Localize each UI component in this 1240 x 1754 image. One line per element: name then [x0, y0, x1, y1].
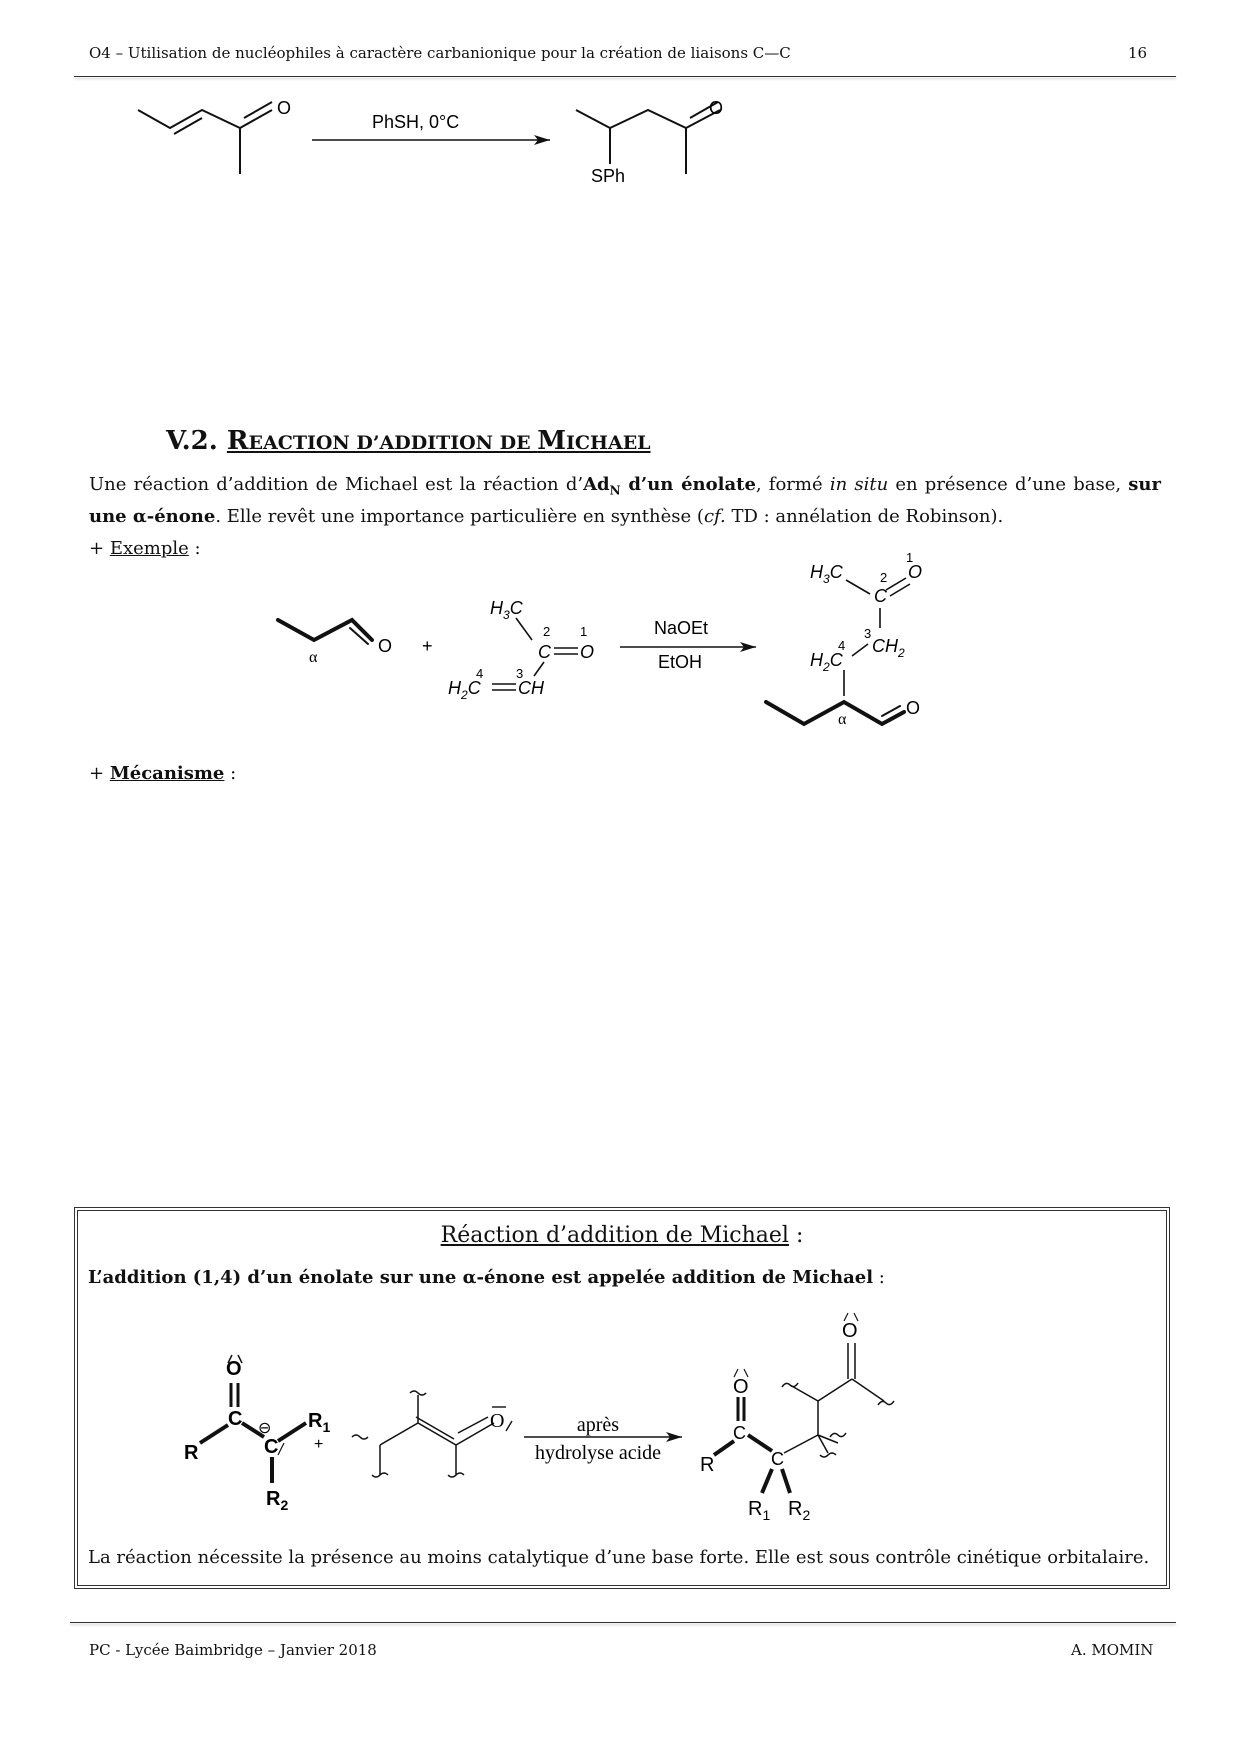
box-title: Réaction d’addition de Michael : — [440, 1223, 804, 1248]
enolate-carbonyl-c: C — [228, 1408, 243, 1430]
num-3: 3 — [516, 666, 524, 681]
mvk-oxygen: O — [580, 642, 595, 662]
mechanism-label: + Mécanisme : — [89, 763, 237, 784]
prod-C2: C — [771, 1449, 784, 1469]
enolate-alpha-c: C — [264, 1436, 279, 1458]
reactant-oxygen-label: O — [277, 98, 292, 118]
box-note: La réaction nécessite la présence au moins catalytique d’une base forte. Elle est sous contrôle cinétique orbitalaire. — [88, 1547, 1150, 1568]
general-michael-scheme — [78, 1303, 1158, 1543]
enolate-charge: ⊖ — [258, 1420, 272, 1437]
footer-right: A. MOMIN — [1071, 1641, 1154, 1659]
enolate-oxygen: O — [226, 1358, 242, 1380]
reagent-bottom: EtOH — [658, 652, 703, 672]
product-bold-chain — [766, 702, 904, 724]
prod-R1: $R_1$ — [748, 1498, 771, 1523]
reagent-label: PhSH, 0°C — [372, 112, 460, 132]
reactant-enone-skeleton — [138, 102, 272, 174]
prod-num-3: 3 — [864, 626, 872, 641]
enone-oxygen: O — [490, 1410, 505, 1432]
example-label: + Exemple : — [89, 538, 201, 559]
mvk-ch: CH — [518, 678, 544, 698]
arrow-top: après — [576, 1414, 620, 1436]
page-number: 16 — [1128, 44, 1148, 62]
num-1: 1 — [580, 624, 588, 639]
num-4: 4 — [476, 666, 484, 681]
prod-C1: C — [733, 1423, 746, 1443]
product-skeleton — [576, 102, 720, 174]
prod-alpha: α — [838, 711, 847, 728]
enolate-R2: $R_2$ — [266, 1488, 289, 1513]
prod-O1: O — [733, 1376, 749, 1398]
prod-num-4: 4 — [838, 638, 846, 653]
enolate-R: R — [184, 1442, 199, 1464]
mvk-h2c: $H_2C$ — [448, 678, 481, 702]
header-rule — [74, 76, 1176, 77]
box-plus: + — [314, 1436, 324, 1453]
mvk-carbon: C — [538, 642, 551, 662]
enone-skeleton — [352, 1391, 494, 1477]
prod-oxygen: O — [908, 562, 923, 582]
prod-O2: O — [842, 1320, 858, 1342]
prod-num-1: 1 — [906, 550, 914, 565]
enolate-R1: $R_1$ — [308, 1410, 331, 1435]
prod-aldehyde-oxygen: O — [906, 698, 921, 718]
box-rule: L’addition (1,4) d’un énolate sur une α-énone est appelée addition de Michael : — [88, 1267, 885, 1288]
intro-paragraph: Une réaction d’addition de Michael est la réaction $d’Ad_N$ d’un énolate, formé in situ en présence d’une base, sur une α-énone. Elle revêt une importance particulière en synthèse (cf. TD : annélation de Robinson). — [89, 474, 1161, 527]
footer-left: PC - Lycée Baimbridge – Janvier 2018 — [89, 1641, 377, 1659]
arrow-bottom: hydrolyse acide — [534, 1442, 662, 1464]
thiol-addition-scheme — [120, 92, 723, 192]
header-title: O4 – Utilisation de nucléophiles à caractère carbanionique pour la création de liaisons C—C — [89, 44, 791, 62]
aldehyde-skeleton — [278, 620, 372, 644]
num-2: 2 — [543, 624, 551, 639]
section-title: V.2. REACTION D’ADDITION DE MICHAEL — [166, 426, 651, 456]
prod-num-2: 2 — [880, 570, 888, 585]
prod-carbon: C — [874, 586, 887, 606]
mvk-h3c: $H_3C$ — [490, 598, 523, 622]
michael-example-scheme — [260, 552, 960, 752]
prod-h2c: $H_2C$ — [810, 650, 843, 674]
prod-ch2: $CH_2$ — [872, 636, 905, 660]
reagent-top: NaOEt — [654, 618, 709, 638]
prod-R2: $R_2$ — [788, 1498, 811, 1523]
product-oxygen-label: O — [708, 98, 723, 118]
product-substituent-label: SPh — [590, 166, 626, 186]
prod-h3c: $H_3C$ — [810, 562, 843, 586]
footer-rule — [70, 1622, 1176, 1623]
prod-R: R — [700, 1454, 715, 1476]
plus-sign: + — [422, 636, 433, 656]
summary-box — [74, 1207, 1170, 1589]
alpha-label: α — [309, 649, 318, 666]
aldehyde-oxygen: O — [378, 636, 393, 656]
